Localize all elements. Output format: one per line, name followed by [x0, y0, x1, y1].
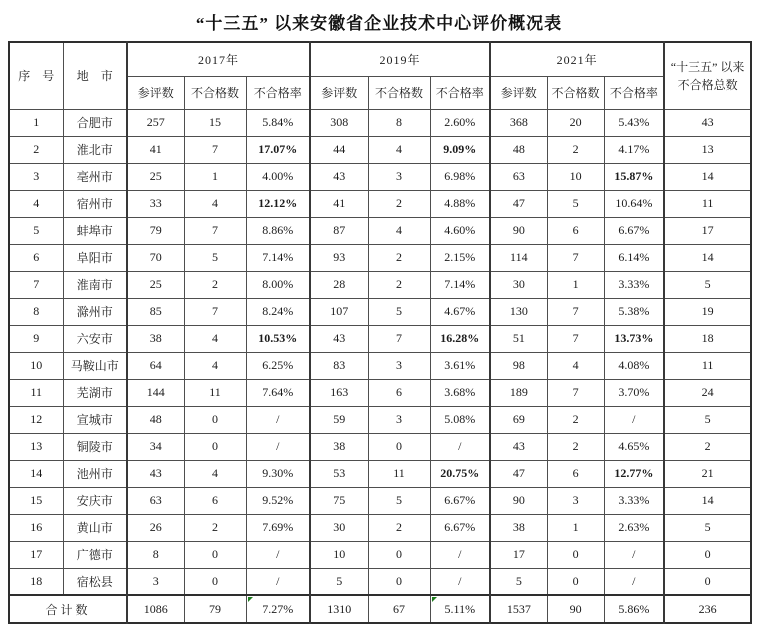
metric-cell: 17.07%	[246, 136, 310, 163]
total-metric-cell: 5.11%	[430, 595, 490, 623]
metric-cell: 5	[547, 190, 604, 217]
metric-cell: 6.25%	[246, 352, 310, 379]
metric-cell: 43	[310, 325, 368, 352]
metric-cell: 2.15%	[430, 244, 490, 271]
metric-cell: 3.33%	[604, 487, 664, 514]
metric-cell: 14	[664, 244, 751, 271]
metric-cell: 3	[547, 487, 604, 514]
city-cell: 池州市	[63, 460, 127, 487]
metric-cell: 90	[490, 217, 547, 244]
metric-cell: /	[430, 568, 490, 595]
header-city: 地 市	[63, 42, 127, 109]
header-total-line1: “十三五” 以来	[670, 59, 745, 74]
metric-cell: 8	[127, 541, 184, 568]
metric-cell: 69	[490, 406, 547, 433]
metric-cell: 15.87%	[604, 163, 664, 190]
metric-cell: 5.08%	[430, 406, 490, 433]
city-cell: 黄山市	[63, 514, 127, 541]
metric-cell: 17	[490, 541, 547, 568]
metric-cell: 4.17%	[604, 136, 664, 163]
city-cell: 芜湖市	[63, 379, 127, 406]
metric-cell: 25	[127, 163, 184, 190]
metric-cell: 59	[310, 406, 368, 433]
metric-cell: 0	[664, 541, 751, 568]
table-row	[9, 325, 751, 352]
metric-cell: 0	[368, 433, 430, 460]
table-row	[9, 109, 751, 136]
row-number-cell: 4	[9, 190, 63, 217]
metric-cell: 63	[490, 163, 547, 190]
table-row	[9, 163, 751, 190]
metric-cell: 43	[490, 433, 547, 460]
metric-cell: /	[246, 541, 310, 568]
metric-cell: 4	[547, 352, 604, 379]
metric-cell: 41	[310, 190, 368, 217]
metric-cell: 4.60%	[430, 217, 490, 244]
metric-cell: 3.68%	[430, 379, 490, 406]
metric-cell: 4	[184, 460, 246, 487]
metric-cell: 107	[310, 298, 368, 325]
metric-cell: 0	[184, 568, 246, 595]
table-row	[9, 298, 751, 325]
metric-cell: 9.52%	[246, 487, 310, 514]
metric-cell: 7	[184, 217, 246, 244]
total-metric-cell: 1310	[310, 595, 368, 623]
table-row	[9, 568, 751, 595]
metric-cell: 0	[547, 568, 604, 595]
row-number-cell: 16	[9, 514, 63, 541]
total-metric-cell: 79	[184, 595, 246, 623]
row-number-cell: 5	[9, 217, 63, 244]
metric-cell: 5	[490, 568, 547, 595]
metric-cell: 3	[368, 352, 430, 379]
header-failed-count-2017: 不合格数	[184, 76, 246, 109]
metric-cell: /	[246, 568, 310, 595]
metric-cell: 189	[490, 379, 547, 406]
metric-cell: 5	[664, 406, 751, 433]
metric-cell: 14	[664, 487, 751, 514]
metric-cell: 12.77%	[604, 460, 664, 487]
metric-cell: /	[246, 406, 310, 433]
header-failed-count-2021: 不合格数	[547, 76, 604, 109]
metric-cell: 5.84%	[246, 109, 310, 136]
header-failed-rate-2019: 不合格率	[430, 76, 490, 109]
metric-cell: 10.53%	[246, 325, 310, 352]
metric-cell: 6	[547, 217, 604, 244]
table-row	[9, 217, 751, 244]
city-cell: 宿州市	[63, 190, 127, 217]
metric-cell: 64	[127, 352, 184, 379]
city-cell: 蚌埠市	[63, 217, 127, 244]
metric-cell: 11	[664, 352, 751, 379]
row-number-cell: 2	[9, 136, 63, 163]
metric-cell: 3	[368, 406, 430, 433]
city-cell: 安庆市	[63, 487, 127, 514]
metric-cell: 3	[127, 568, 184, 595]
total-label-cell: 合计数	[9, 595, 127, 623]
metric-cell: 14	[664, 163, 751, 190]
header-year-2017: 2017年	[127, 42, 310, 76]
metric-cell: 11	[368, 460, 430, 487]
metric-cell: 2.63%	[604, 514, 664, 541]
metric-cell: 6	[547, 460, 604, 487]
table-row	[9, 514, 751, 541]
row-number-cell: 3	[9, 163, 63, 190]
metric-cell: 6	[184, 487, 246, 514]
table-row	[9, 352, 751, 379]
metric-cell: 10	[547, 163, 604, 190]
metric-cell: 6.67%	[604, 217, 664, 244]
metric-cell: 2	[184, 514, 246, 541]
metric-cell: 7	[547, 298, 604, 325]
metric-cell: 7	[368, 325, 430, 352]
metric-cell: 34	[127, 433, 184, 460]
header-serial: 序 号	[9, 42, 63, 109]
table-row	[9, 460, 751, 487]
header-participants-2017: 参评数	[127, 76, 184, 109]
metric-cell: 28	[310, 271, 368, 298]
header-total-line2: 不合格总数	[677, 77, 738, 92]
row-number-cell: 10	[9, 352, 63, 379]
metric-cell: 4.67%	[430, 298, 490, 325]
metric-cell: 26	[127, 514, 184, 541]
metric-cell: 44	[310, 136, 368, 163]
metric-cell: 24	[664, 379, 751, 406]
row-number-cell: 12	[9, 406, 63, 433]
table-row	[9, 136, 751, 163]
metric-cell: 16.28%	[430, 325, 490, 352]
city-cell: 阜阳市	[63, 244, 127, 271]
total-metric-cell: 67	[368, 595, 430, 623]
city-cell: 六安市	[63, 325, 127, 352]
metric-cell: 7	[547, 325, 604, 352]
city-cell: 淮北市	[63, 136, 127, 163]
total-row	[9, 595, 751, 623]
metric-cell: 2	[368, 244, 430, 271]
evaluation-table	[8, 41, 752, 624]
metric-cell: /	[604, 541, 664, 568]
metric-cell: 368	[490, 109, 547, 136]
row-number-cell: 13	[9, 433, 63, 460]
metric-cell: 0	[368, 541, 430, 568]
metric-cell: 30	[310, 514, 368, 541]
table-row	[9, 406, 751, 433]
metric-cell: 43	[127, 460, 184, 487]
metric-cell: 4.00%	[246, 163, 310, 190]
metric-cell: 2	[368, 190, 430, 217]
metric-cell: 6	[368, 379, 430, 406]
total-metric-cell: 90	[547, 595, 604, 623]
header-participants-2021: 参评数	[490, 76, 547, 109]
metric-cell: 38	[490, 514, 547, 541]
metric-cell: 0	[664, 568, 751, 595]
metric-cell: 20	[547, 109, 604, 136]
table-body	[9, 109, 751, 623]
metric-cell: 4	[184, 325, 246, 352]
metric-cell: 2	[368, 514, 430, 541]
metric-cell: 83	[310, 352, 368, 379]
metric-cell: 5	[310, 568, 368, 595]
cell-error-indicator-icon	[248, 597, 253, 602]
row-number-cell: 6	[9, 244, 63, 271]
metric-cell: 70	[127, 244, 184, 271]
metric-cell: 63	[127, 487, 184, 514]
city-cell: 亳州市	[63, 163, 127, 190]
metric-cell: 18	[664, 325, 751, 352]
metric-cell: 4.08%	[604, 352, 664, 379]
metric-cell: 1	[547, 271, 604, 298]
table-row	[9, 541, 751, 568]
metric-cell: 5	[664, 514, 751, 541]
metric-cell: 0	[184, 541, 246, 568]
total-metric-cell: 7.27%	[246, 595, 310, 623]
metric-cell: 0	[547, 541, 604, 568]
metric-cell: 25	[127, 271, 184, 298]
row-number-cell: 8	[9, 298, 63, 325]
metric-cell: 48	[490, 136, 547, 163]
metric-cell: 7.14%	[246, 244, 310, 271]
row-number-cell: 1	[9, 109, 63, 136]
metric-cell: 5	[368, 298, 430, 325]
metric-cell: 6.98%	[430, 163, 490, 190]
table-row	[9, 487, 751, 514]
row-number-cell: 7	[9, 271, 63, 298]
row-number-cell: 15	[9, 487, 63, 514]
header-total-since	[664, 42, 751, 109]
metric-cell: 4.88%	[430, 190, 490, 217]
city-cell: 滁州市	[63, 298, 127, 325]
header-failed-rate-2017: 不合格率	[246, 76, 310, 109]
row-number-cell: 11	[9, 379, 63, 406]
metric-cell: 2	[184, 271, 246, 298]
row-number-cell: 9	[9, 325, 63, 352]
metric-cell: /	[430, 541, 490, 568]
row-number-cell: 18	[9, 568, 63, 595]
metric-cell: 51	[490, 325, 547, 352]
metric-cell: /	[246, 433, 310, 460]
metric-cell: 48	[127, 406, 184, 433]
metric-cell: 1	[547, 514, 604, 541]
metric-cell: /	[430, 433, 490, 460]
metric-cell: 5	[368, 487, 430, 514]
metric-cell: 2	[547, 433, 604, 460]
city-cell: 宣城市	[63, 406, 127, 433]
metric-cell: 6.67%	[430, 514, 490, 541]
metric-cell: 43	[664, 109, 751, 136]
metric-cell: 17	[664, 217, 751, 244]
metric-cell: 2	[664, 433, 751, 460]
metric-cell: 11	[184, 379, 246, 406]
metric-cell: 1	[184, 163, 246, 190]
metric-cell: 93	[310, 244, 368, 271]
metric-cell: 47	[490, 190, 547, 217]
header-failed-rate-2021: 不合格率	[604, 76, 664, 109]
city-cell: 铜陵市	[63, 433, 127, 460]
header-participants-2019: 参评数	[310, 76, 368, 109]
city-cell: 宿松县	[63, 568, 127, 595]
metric-cell: 3.61%	[430, 352, 490, 379]
metric-cell: 75	[310, 487, 368, 514]
metric-cell: 0	[368, 568, 430, 595]
table-row	[9, 190, 751, 217]
metric-cell: 4.65%	[604, 433, 664, 460]
metric-cell: 7.14%	[430, 271, 490, 298]
metric-cell: 308	[310, 109, 368, 136]
metric-cell: 7	[547, 244, 604, 271]
metric-cell: 19	[664, 298, 751, 325]
page-title: “十三五” 以来安徽省企业技术中心评价概况表	[195, 14, 563, 33]
metric-cell: 13.73%	[604, 325, 664, 352]
metric-cell: 2	[547, 136, 604, 163]
metric-cell: 8.24%	[246, 298, 310, 325]
metric-cell: 4	[368, 217, 430, 244]
metric-cell: 5.43%	[604, 109, 664, 136]
metric-cell: 130	[490, 298, 547, 325]
metric-cell: 43	[310, 163, 368, 190]
cell-error-indicator-icon	[432, 597, 437, 602]
metric-cell: 4	[368, 136, 430, 163]
table-row	[9, 244, 751, 271]
metric-cell: 10	[310, 541, 368, 568]
metric-cell: 9.09%	[430, 136, 490, 163]
metric-cell: 38	[310, 433, 368, 460]
metric-cell: 90	[490, 487, 547, 514]
metric-cell: 7.69%	[246, 514, 310, 541]
table-row	[9, 433, 751, 460]
metric-cell: 6.67%	[430, 487, 490, 514]
metric-cell: 98	[490, 352, 547, 379]
metric-cell: 85	[127, 298, 184, 325]
metric-cell: /	[604, 406, 664, 433]
metric-cell: 20.75%	[430, 460, 490, 487]
total-metric-cell: 1086	[127, 595, 184, 623]
metric-cell: 4	[184, 190, 246, 217]
table-row	[9, 379, 751, 406]
metric-cell: 257	[127, 109, 184, 136]
city-cell: 马鞍山市	[63, 352, 127, 379]
metric-cell: 3	[368, 163, 430, 190]
city-cell: 广德市	[63, 541, 127, 568]
metric-cell: 15	[184, 109, 246, 136]
metric-cell: 4	[184, 352, 246, 379]
city-cell: 合肥市	[63, 109, 127, 136]
metric-cell: 2	[547, 406, 604, 433]
metric-cell: 8	[368, 109, 430, 136]
row-number-cell: 17	[9, 541, 63, 568]
metric-cell: 79	[127, 217, 184, 244]
header-failed-count-2019: 不合格数	[368, 76, 430, 109]
total-metric-cell: 5.86%	[604, 595, 664, 623]
metric-cell: 87	[310, 217, 368, 244]
metric-cell: 0	[184, 433, 246, 460]
metric-cell: 47	[490, 460, 547, 487]
metric-cell: 8.86%	[246, 217, 310, 244]
metric-cell: 30	[490, 271, 547, 298]
metric-cell: 5.38%	[604, 298, 664, 325]
metric-cell: 21	[664, 460, 751, 487]
metric-cell: 7.64%	[246, 379, 310, 406]
metric-cell: 7	[547, 379, 604, 406]
header-year-2021: 2021年	[490, 42, 664, 76]
metric-cell: 9.30%	[246, 460, 310, 487]
metric-cell: 10.64%	[604, 190, 664, 217]
table-row	[9, 271, 751, 298]
total-metric-cell: 236	[664, 595, 751, 623]
total-metric-cell: 1537	[490, 595, 547, 623]
metric-cell: 5	[664, 271, 751, 298]
metric-cell: 7	[184, 136, 246, 163]
metric-cell: 33	[127, 190, 184, 217]
metric-cell: 144	[127, 379, 184, 406]
metric-cell: 13	[664, 136, 751, 163]
city-cell: 淮南市	[63, 271, 127, 298]
metric-cell: 0	[184, 406, 246, 433]
row-number-cell: 14	[9, 460, 63, 487]
header-year-2019: 2019年	[310, 42, 490, 76]
metric-cell: 6.14%	[604, 244, 664, 271]
metric-cell: 3.70%	[604, 379, 664, 406]
metric-cell: 11	[664, 190, 751, 217]
metric-cell: 163	[310, 379, 368, 406]
metric-cell: 114	[490, 244, 547, 271]
metric-cell: 38	[127, 325, 184, 352]
metric-cell: 5	[184, 244, 246, 271]
metric-cell: 2.60%	[430, 109, 490, 136]
metric-cell: 12.12%	[246, 190, 310, 217]
metric-cell: 53	[310, 460, 368, 487]
metric-cell: 8.00%	[246, 271, 310, 298]
metric-cell: 3.33%	[604, 271, 664, 298]
metric-cell: 2	[368, 271, 430, 298]
metric-cell: 7	[184, 298, 246, 325]
metric-cell: /	[604, 568, 664, 595]
metric-cell: 41	[127, 136, 184, 163]
